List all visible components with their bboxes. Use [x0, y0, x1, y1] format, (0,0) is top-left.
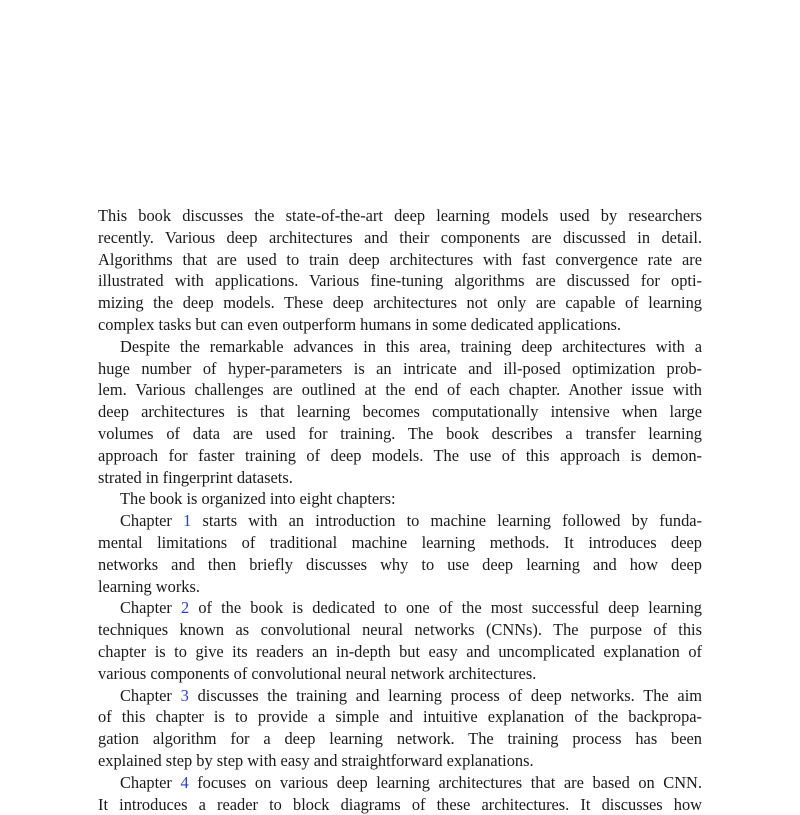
text-segment: Chapter	[120, 511, 184, 531]
text-line: Despite the remarkable advances in this area, training deep architectures with a	[120, 336, 702, 356]
text-line: huge number of hyper-parameters is an intricate and ill-posed optimization prob-	[98, 358, 702, 378]
text-line: This book discusses the state-of-the-art deep learning models used by researchers	[98, 206, 702, 225]
text-line: deep architectures is that learning becomes computationally intensive when large	[98, 402, 702, 422]
text-line: approach for faster training of deep models. The use of this approach is demon-	[98, 445, 702, 465]
text-line: volumes of data are used for training. The book describes a transfer learning	[98, 423, 702, 443]
text-segment: of the book is dedicated to one of the most successful deep learning	[189, 598, 702, 618]
text-line: networks and then briefly discusses why to use deep learning and how deep	[98, 554, 702, 574]
text-segment: Chapter	[120, 685, 181, 705]
text-line: chapter is to give its readers an in-depth but easy and uncomplicated explanation of	[98, 641, 702, 661]
text-line: mental limitations of traditional machine learning methods. It introduces deep	[98, 532, 702, 552]
chapter-2-link[interactable]: 2	[181, 598, 190, 618]
text-segment: Chapter	[120, 772, 181, 792]
text-line	[98, 685, 702, 707]
text-segment: discusses the training and learning process of deep networks. The aim	[188, 685, 703, 705]
text-line	[98, 597, 702, 619]
text-line: Algorithms that are used to train deep architectures with fast convergence rate are	[98, 249, 702, 269]
text-line: The book is organized into eight chapters:	[120, 489, 396, 509]
text-line: illustrated with applications. Various fine-tuning algorithms are discussed for opti-	[98, 271, 702, 291]
text-line: mizing the deep models. These deep architectures not only are capable of learning	[98, 293, 702, 313]
text-line: recently. Various deep architectures and their components are discussed in detail.	[98, 227, 702, 247]
chapter-1-link[interactable]: 1	[183, 511, 192, 531]
text-segment: starts with an introduction to machine learning followed by funda-	[191, 511, 702, 531]
text-line: explained step by step with easy and straightforward explanations.	[98, 750, 534, 770]
text-line: gation algorithm for a deep learning network. The training process has been	[98, 729, 702, 749]
text-line: lem. Various challenges are outlined at the end of each chapter. Another issue with	[98, 380, 702, 400]
text-segment: focuses on various deep learning architectures that are based on CNN.	[188, 772, 702, 792]
text-line: complex tasks but can even outperform humans in some dedicated applications.	[98, 314, 621, 334]
text-line: learning works.	[98, 576, 200, 596]
text-line: various components of convolutional neural network architectures.	[98, 663, 537, 683]
body-text	[98, 205, 702, 815]
text-line	[98, 510, 702, 532]
text-line: of this chapter is to provide a simple and intuitive explanation of the backpropa-	[98, 707, 702, 727]
text-line	[98, 772, 702, 794]
chapter-4-link[interactable]: 4	[180, 772, 189, 792]
text-line: It introduces a reader to block diagrams of these architectures. It discusses how	[98, 794, 702, 814]
text-segment: Chapter	[120, 598, 182, 618]
chapter-3-link[interactable]: 3	[180, 685, 189, 705]
text-line: techniques known as convolutional neural networks (CNNs). The purpose of this	[98, 620, 702, 640]
text-line: strated in fingerprint datasets.	[98, 467, 293, 487]
